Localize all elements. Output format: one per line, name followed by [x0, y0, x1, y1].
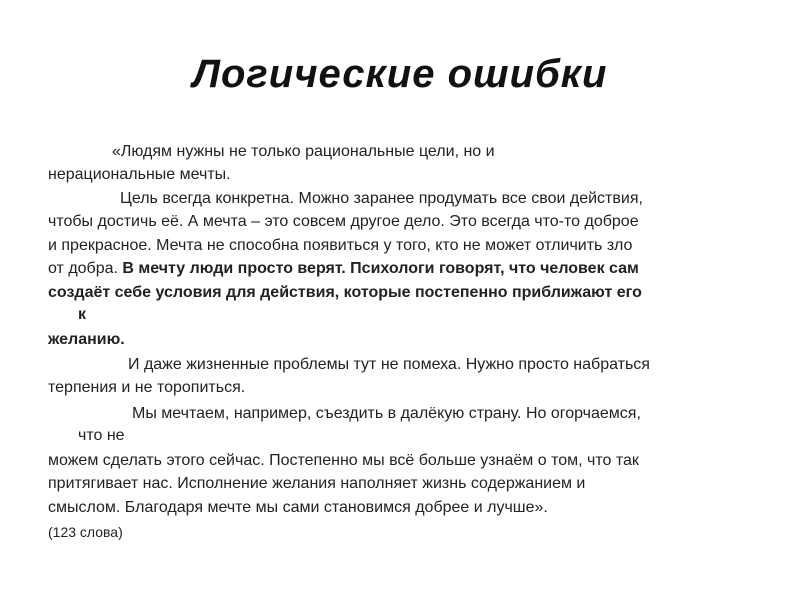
- text-line: притягивает нас. Исполнение желания наполняет жизнь содержанием и: [48, 475, 586, 492]
- text-line: нерациональные мечты.: [48, 166, 231, 183]
- text-line: Цель всегда конкретна. Можно заранее продумать все свои действия,: [120, 190, 643, 207]
- text-line: И даже жизненные проблемы тут не помеха. Нужно просто набраться: [128, 356, 650, 373]
- text-line: можем сделать этого сейчас. Постепенно мы всё больше узнаём о том, что так: [48, 452, 639, 469]
- text-line-mixed: [48, 257, 639, 280]
- text-line: чтобы достичь её. А мечта – это совсем другое дело. Это всегда что-то доброе: [48, 213, 639, 230]
- text-line: смыслом. Благодаря мечте мы сами становимся добрее и лучше».: [48, 499, 548, 516]
- bold-text-line: создаёт себе условия для действия, которые постепенно приближают его: [48, 284, 642, 301]
- bold-text-span: В мечту люди просто верят. Психологи говорят, что человек сам: [122, 260, 639, 277]
- bold-text-line: к: [78, 306, 87, 323]
- bold-text-line: желанию.: [48, 331, 125, 348]
- text-line: «Людям нужны не только рациональные цели, но и: [112, 143, 495, 160]
- text-line: терпения и не торопиться.: [48, 379, 246, 396]
- text-line: Мы мечтаем, например, съездить в далёкую страну. Но огорчаемся,: [132, 405, 641, 422]
- text-span: от добра.: [48, 260, 118, 277]
- text-line: что не: [78, 427, 125, 444]
- text-line: и прекрасное. Мечта не способна появиться у того, кто не может отличить зло: [48, 237, 633, 254]
- word-count: (123 слова): [48, 524, 123, 540]
- slide-title: Логические ошибки: [192, 52, 608, 96]
